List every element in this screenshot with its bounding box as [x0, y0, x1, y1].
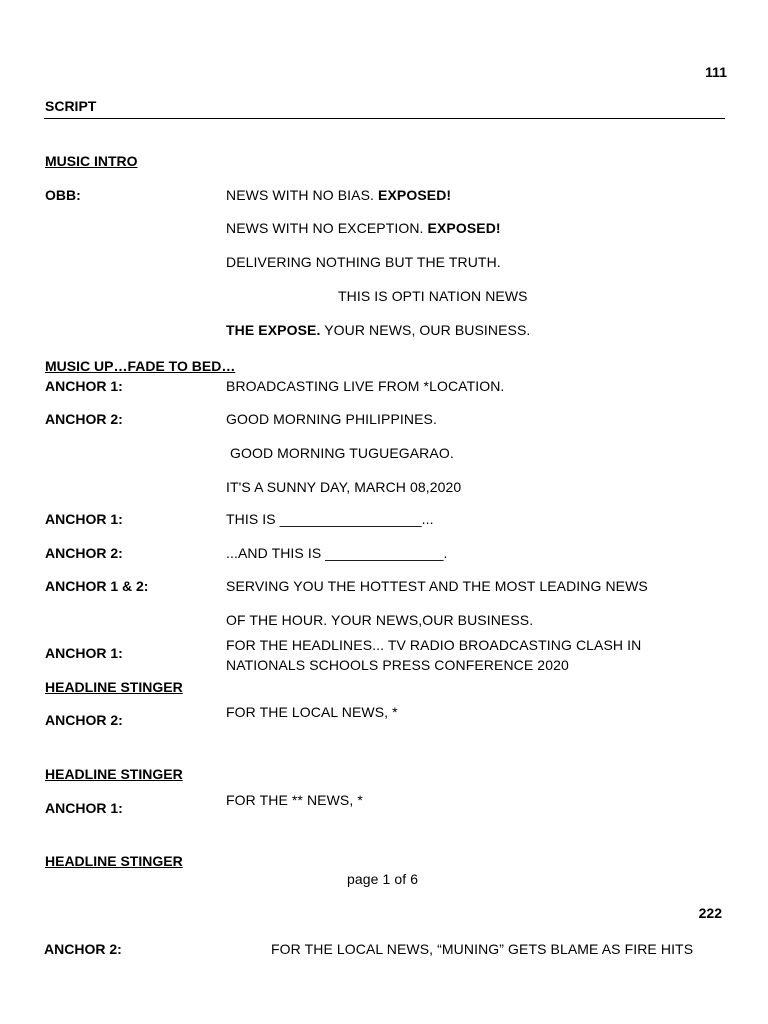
row-text: SERVING YOU THE HOTTEST AND THE MOST LEADING NEWS: [226, 578, 648, 594]
row-text: THIS IS __________________...: [226, 511, 434, 527]
obb-label: OBB:: [45, 187, 81, 203]
row-label: ANCHOR 2:: [44, 941, 122, 957]
obb-line-3: DELIVERING NOTHING BUT THE TRUTH.: [226, 254, 501, 270]
row-text: IT'S A SUNNY DAY, MARCH 08,2020: [226, 479, 462, 495]
obb-line-1: NEWS WITH NO BIAS. EXPOSED!: [226, 187, 452, 203]
row-text: FOR THE LOCAL NEWS, “MUNING” GETS BLAME AS FIRE HITS: [271, 941, 694, 957]
script-header: SCRIPT: [45, 98, 97, 114]
headlines-label: ANCHOR 1:: [45, 645, 123, 661]
music-intro-cue: MUSIC INTRO: [45, 153, 138, 169]
row-text: GOOD MORNING TUGUEGARAO.: [226, 445, 454, 461]
row-label: ANCHOR 1 & 2:: [45, 578, 149, 594]
headline-stinger-cue: HEADLINE STINGER: [45, 679, 183, 695]
row-text: ...AND THIS IS _______________.: [226, 545, 448, 561]
local-news-text: FOR THE LOCAL NEWS, *: [226, 704, 398, 720]
row-label: ANCHOR 1:: [45, 511, 123, 527]
headlines-line-2: NATIONALS SCHOOLS PRESS CONFERENCE 2020: [226, 657, 569, 673]
row-text: OF THE HOUR. YOUR NEWS,OUR BUSINESS.: [226, 612, 534, 628]
row-label: ANCHOR 1:: [45, 378, 123, 394]
local-news-label: ANCHOR 2:: [45, 712, 123, 728]
other-news-text: FOR THE ** NEWS, *: [226, 792, 363, 808]
headline-stinger-cue: HEADLINE STINGER: [45, 853, 183, 869]
obb-line-4: THIS IS OPTI NATION NEWS: [338, 288, 528, 304]
music-up-cue: MUSIC UP…FADE TO BED…: [45, 358, 236, 374]
row-text: GOOD MORNING PHILIPPINES.: [226, 411, 437, 427]
obb-line-2: NEWS WITH NO EXCEPTION. EXPOSED!: [226, 220, 501, 236]
page-footer: page 1 of 6: [347, 871, 419, 887]
row-label: ANCHOR 2:: [45, 411, 123, 427]
headlines-line-1: FOR THE HEADLINES... TV RADIO BROADCASTING CLASH IN: [226, 637, 642, 653]
obb-line-5: THE EXPOSE. YOUR NEWS, OUR BUSINESS.: [226, 322, 531, 338]
page-number: 111: [705, 64, 727, 80]
row-label: ANCHOR 2:: [45, 545, 123, 561]
other-news-label: ANCHOR 1:: [45, 800, 123, 816]
row-text: BROADCASTING LIVE FROM *LOCATION.: [226, 378, 505, 394]
header-rule: [44, 118, 725, 119]
headline-stinger-cue: HEADLINE STINGER: [45, 766, 183, 782]
page-number: 222: [698, 905, 722, 921]
